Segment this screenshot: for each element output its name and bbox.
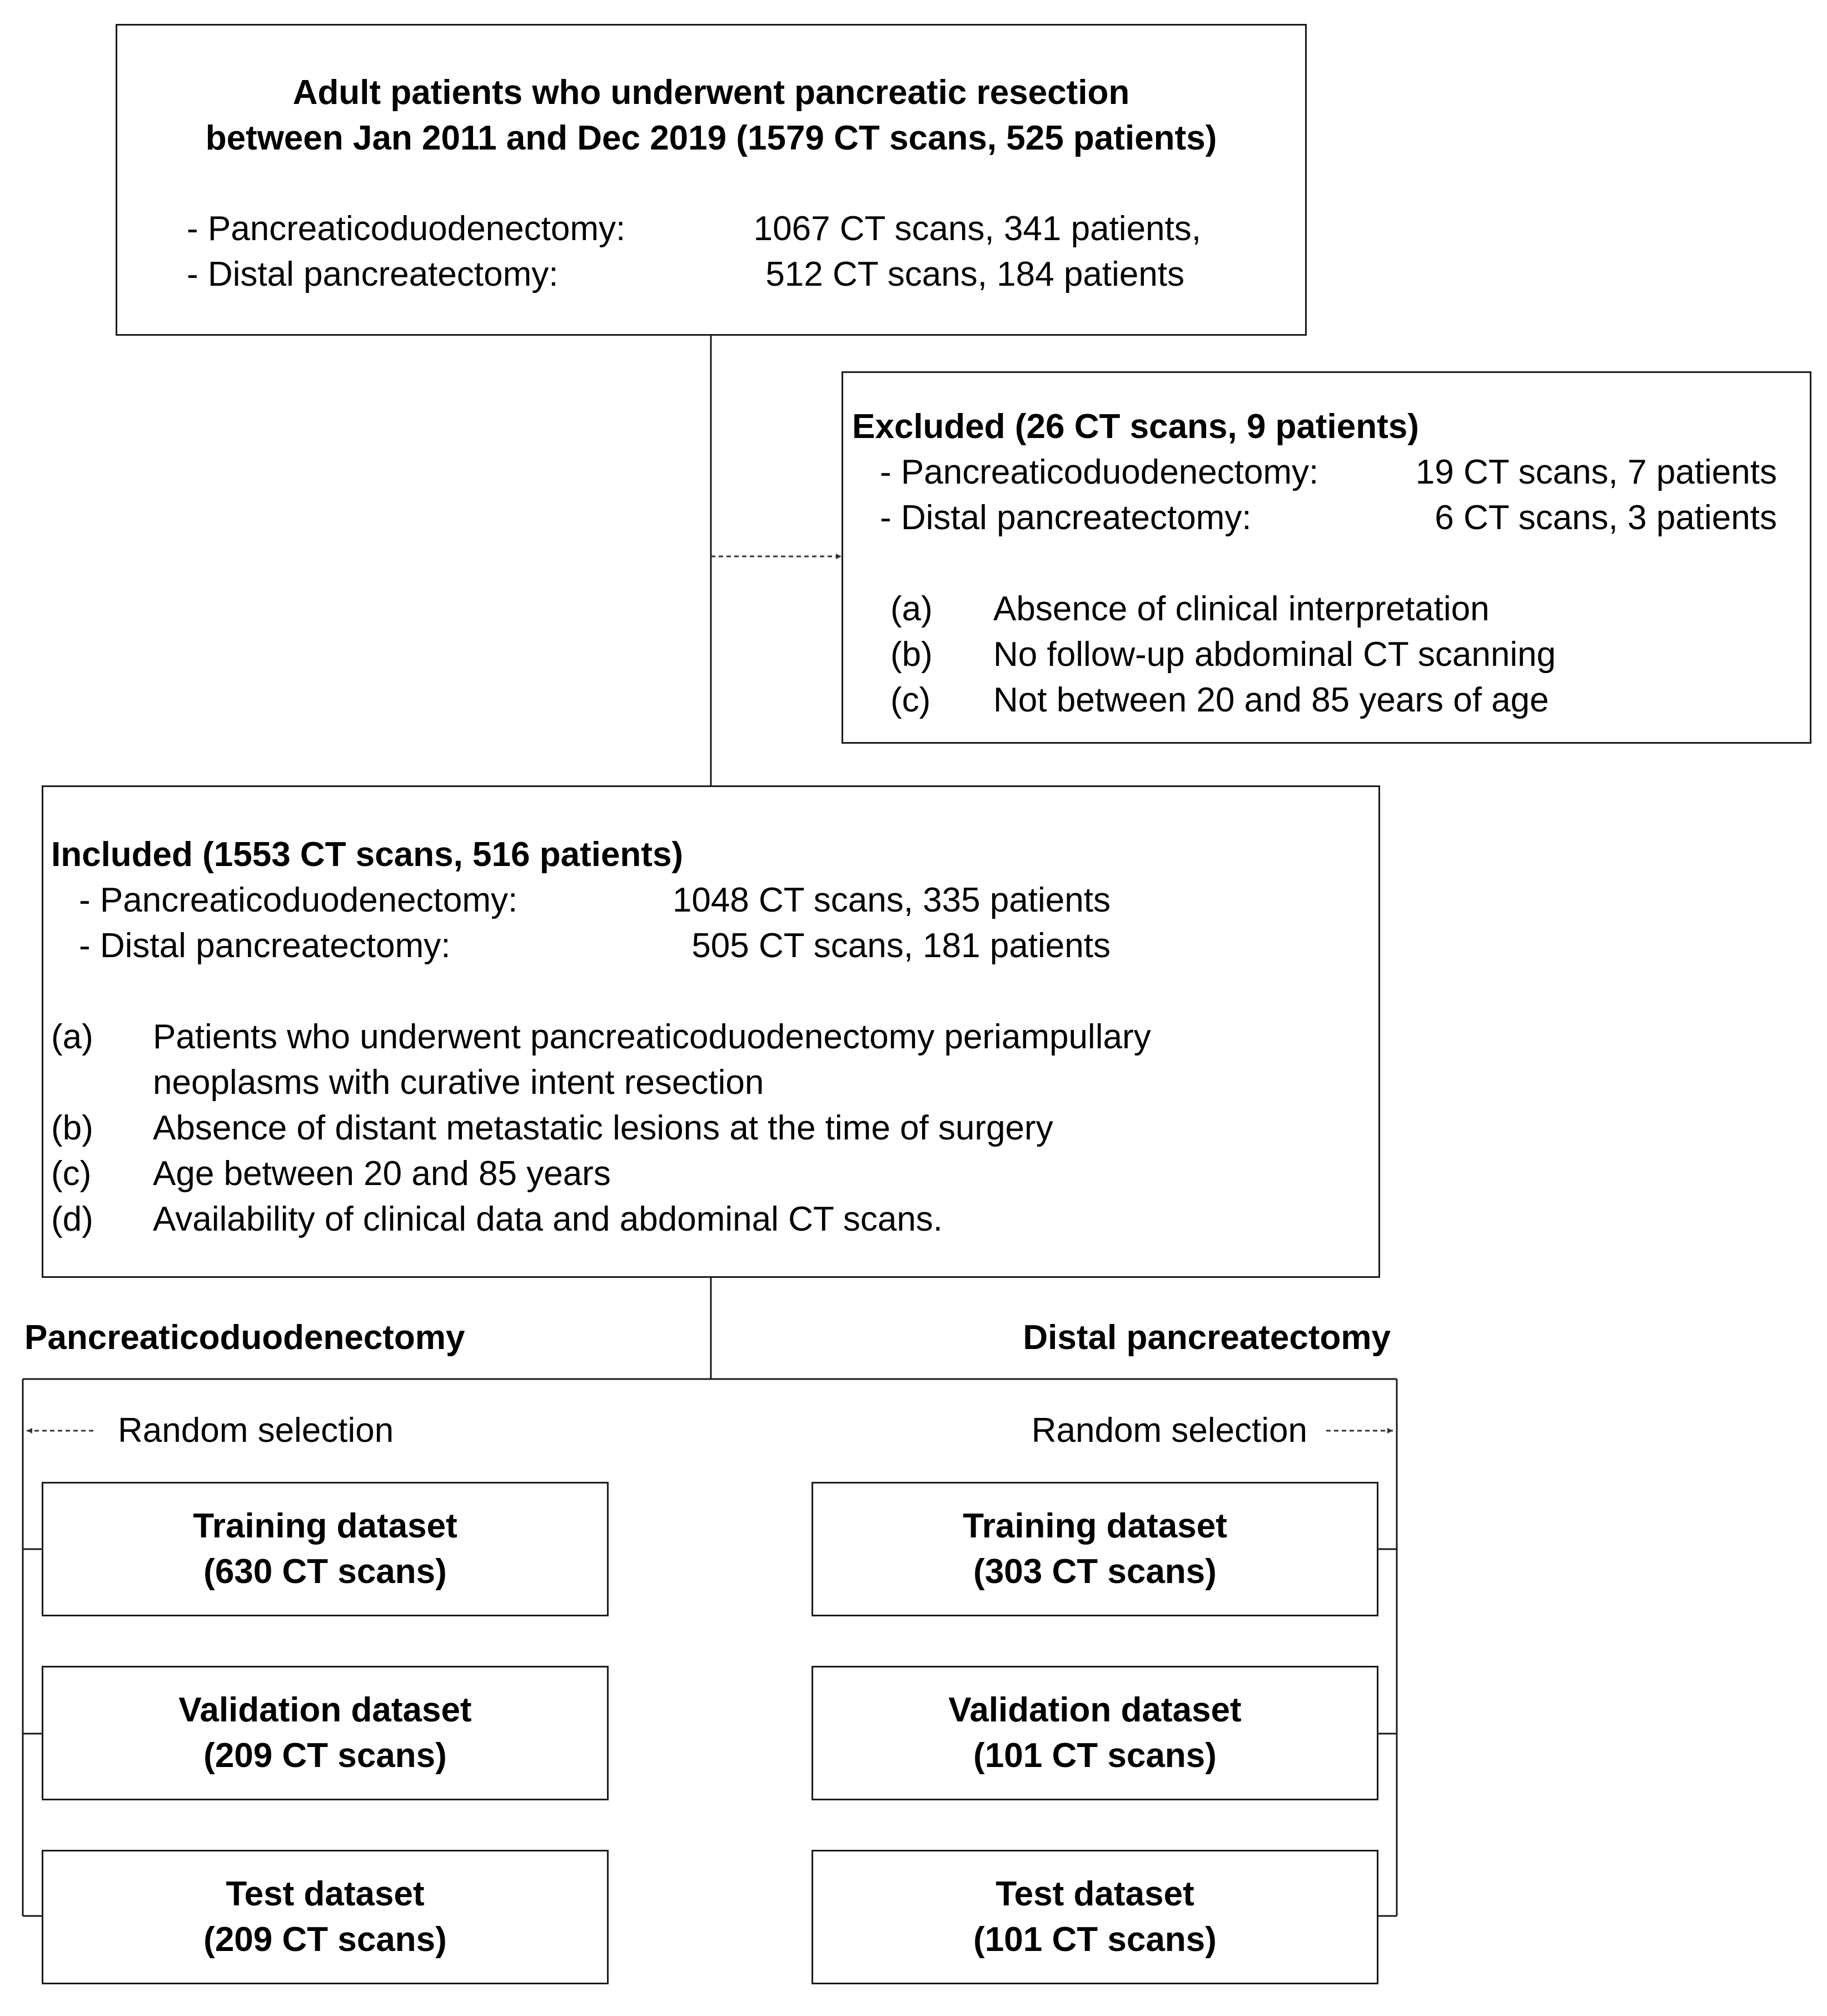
excluded-marker-b: (b) bbox=[890, 635, 933, 674]
excluded-dp-value: 6 CT scans, 3 patients bbox=[1435, 499, 1777, 537]
left-test-name: Test dataset bbox=[226, 1875, 425, 1913]
right-random-label: Random selection bbox=[1031, 1411, 1307, 1450]
left-validation-name: Validation dataset bbox=[178, 1691, 472, 1729]
included-box bbox=[42, 785, 1380, 1278]
right-training-count: (303 CT scans) bbox=[973, 1552, 1217, 1591]
included-criterion-a: Patients who underwent pancreaticoduodenectomy periampullary bbox=[153, 1018, 1151, 1056]
right-training-box bbox=[812, 1482, 1378, 1616]
included-marker-b: (b) bbox=[51, 1109, 93, 1147]
left-test-count: (209 CT scans) bbox=[203, 1920, 447, 1959]
included-criterion-d: Availability of clinical data and abdominal CT scans. bbox=[153, 1200, 943, 1238]
left-training-box bbox=[42, 1482, 609, 1616]
top-dp-label: - Distal pancreatectomy: bbox=[187, 255, 559, 293]
excluded-title: Excluded (26 CT scans, 9 patients) bbox=[852, 407, 1419, 446]
top-box bbox=[116, 24, 1307, 336]
right-test-count: (101 CT scans) bbox=[973, 1920, 1217, 1959]
left-validation-box bbox=[42, 1666, 609, 1800]
right-validation-count: (101 CT scans) bbox=[973, 1736, 1217, 1775]
excluded-pd-value: 19 CT scans, 7 patients bbox=[1415, 453, 1777, 491]
included-criterion-c: Age between 20 and 85 years bbox=[153, 1154, 611, 1193]
top-pd-label: - Pancreaticoduodenectomy: bbox=[187, 210, 626, 248]
top-title-line1: Adult patients who underwent pancreatic resection bbox=[292, 73, 1130, 112]
left-branch-heading: Pancreaticoduodenectomy bbox=[24, 1318, 465, 1357]
right-branch-heading: Distal pancreatectomy bbox=[1023, 1318, 1391, 1357]
right-test-box bbox=[812, 1850, 1378, 1984]
included-dp-value: 505 CT scans, 181 patients bbox=[691, 927, 1111, 965]
excluded-dp-label: - Distal pancreatectomy: bbox=[880, 499, 1252, 537]
included-pd-label: - Pancreaticoduodenectomy: bbox=[79, 881, 518, 919]
included-marker-a: (a) bbox=[51, 1018, 93, 1056]
right-validation-name: Validation dataset bbox=[948, 1691, 1242, 1729]
left-training-name: Training dataset bbox=[193, 1507, 457, 1545]
included-criterion-b: Absence of distant metastatic lesions at the time of surgery bbox=[153, 1109, 1053, 1147]
left-test-box bbox=[42, 1850, 609, 1984]
top-dp-value: 512 CT scans, 184 patients bbox=[765, 255, 1184, 293]
included-title: Included (1553 CT scans, 516 patients) bbox=[51, 835, 684, 874]
right-test-name: Test dataset bbox=[995, 1875, 1194, 1913]
excluded-criterion-b: No follow-up abdominal CT scanning bbox=[993, 635, 1556, 674]
included-marker-d: (d) bbox=[51, 1200, 93, 1238]
right-validation-box bbox=[812, 1666, 1378, 1800]
right-training-name: Training dataset bbox=[963, 1507, 1227, 1545]
excluded-marker-a: (a) bbox=[890, 590, 933, 628]
excluded-pd-label: - Pancreaticoduodenectomy: bbox=[880, 453, 1319, 491]
excluded-criterion-c: Not between 20 and 85 years of age bbox=[993, 681, 1549, 719]
left-random-label: Random selection bbox=[118, 1411, 394, 1450]
included-dp-label: - Distal pancreatectomy: bbox=[79, 927, 451, 965]
top-pd-value: 1067 CT scans, 341 patients, bbox=[753, 210, 1201, 248]
excluded-criterion-a: Absence of clinical interpretation bbox=[993, 590, 1490, 628]
top-title-line2: between Jan 2011 and Dec 2019 (1579 CT scans, 525 patients) bbox=[205, 119, 1217, 157]
excluded-marker-c: (c) bbox=[890, 681, 931, 719]
included-criterion-a-cont: neoplasms with curative intent resection bbox=[153, 1063, 764, 1102]
included-marker-c: (c) bbox=[51, 1154, 92, 1193]
left-training-count: (630 CT scans) bbox=[203, 1552, 447, 1591]
included-pd-value: 1048 CT scans, 335 patients bbox=[672, 881, 1111, 919]
excluded-box bbox=[842, 371, 1811, 744]
left-validation-count: (209 CT scans) bbox=[203, 1736, 447, 1775]
